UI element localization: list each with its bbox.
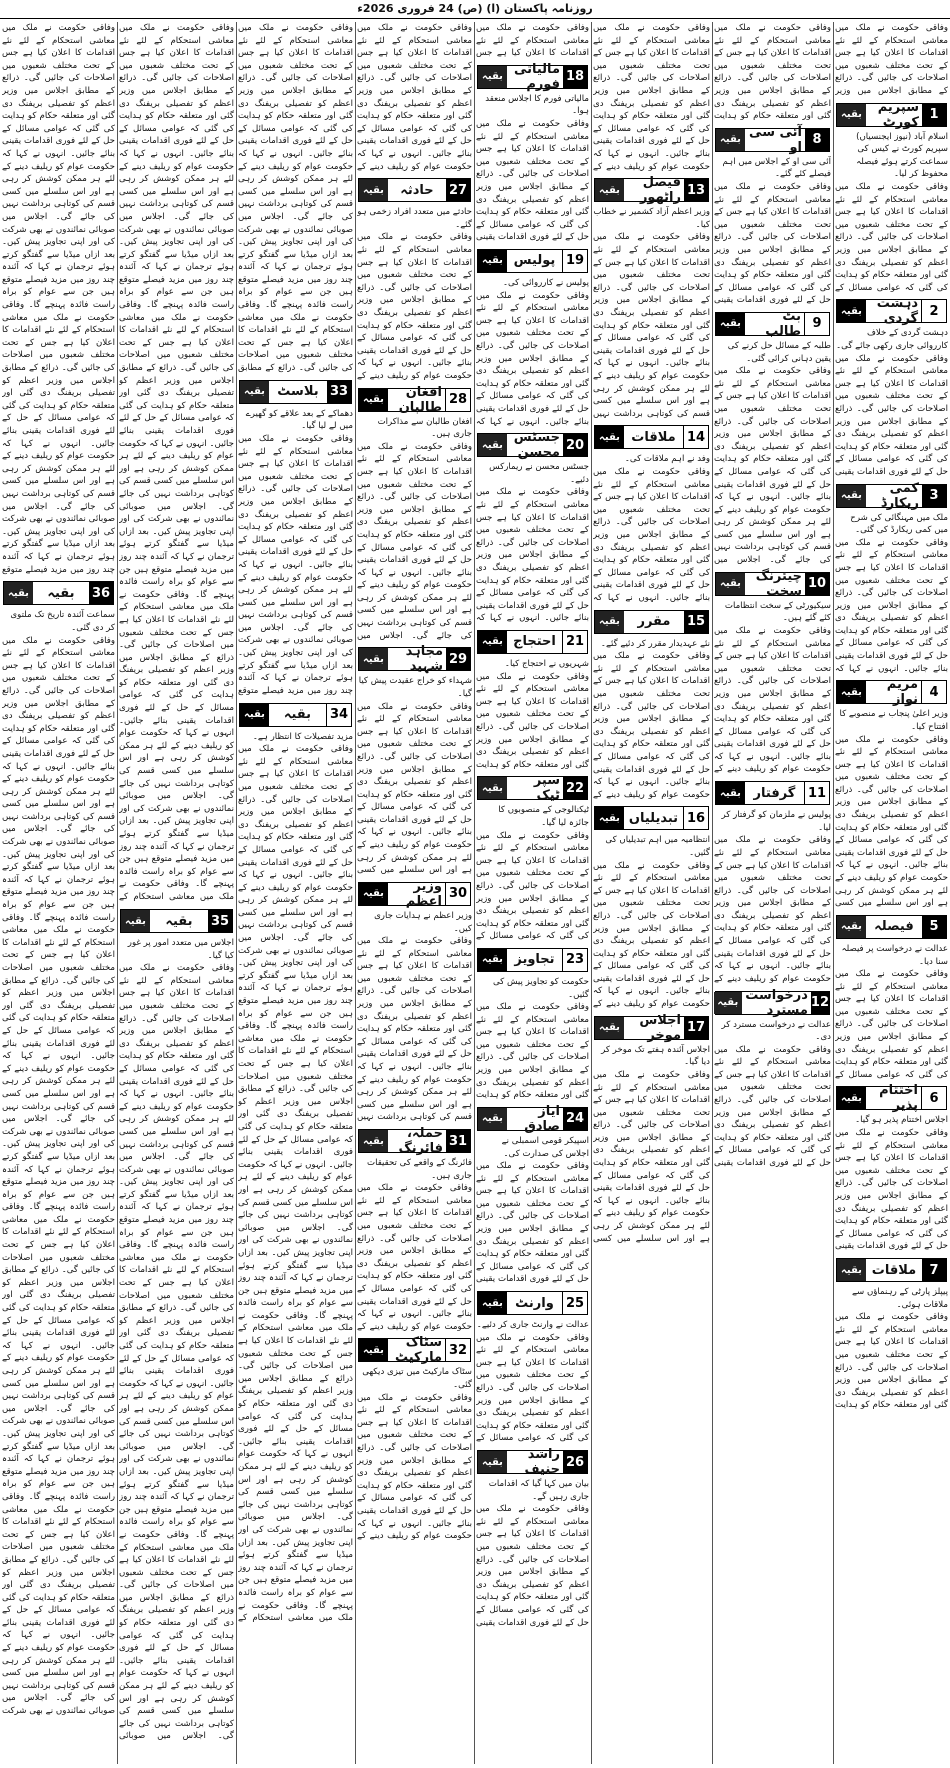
continuation-tag: بقیہ	[716, 129, 745, 151]
continuation-lead: شہریوں نے احتجاج کیا۔	[504, 658, 589, 669]
continuation-lead: سماعت آئندہ تاریخ تک ملتوی کر دی گئی۔	[10, 610, 115, 633]
continuation-title: مقرر	[637, 614, 671, 630]
continuation-number: 21	[562, 631, 587, 653]
article-text: وفاقی حکومت نے ملک میں معاشی استحکام کے لئے نئے اقدامات کا اعلان کیا ہے جس کے تحت مختلف شعبوں میں اصلاحات کی جائیں گی۔ ذرائع کے مطابق اجلاس میں وزیر اعظم کو تفصیلی بریفنگ دی گئی اور متعلقہ حکام کو ہدایت کی گئی کہ عوامی مسائل کے حل کے لئے فوری اقدامات یقینی بنائے جائیں۔ انہوں نے کہا کہ حکومت عوام کو ریلیف دینے کے لئے ہر ممکن کوشش کر رہی ہے اور اس سلسلے میں کسی قسم کی کوتاہی برداشت نہیں کی جائے گی۔ اجلاس میں	[357, 441, 472, 641]
continuation-number: 6	[921, 1087, 946, 1109]
continuation-lead: دھماکے کے بعد علاقے کو گھیرے میں لے لیا گیا۔	[245, 408, 353, 432]
continuation-lead: فائرنگ کے واقعے کی تحقیقات جاری ہیں۔	[366, 1158, 472, 1181]
continuation-lead: حادثے میں متعدد افراد زخمی ہو گئے۔	[357, 207, 472, 230]
continuation-lead: پولیس نے ملزمان کو گرفتار کر لیا۔	[721, 810, 831, 833]
continuation-lead: اجلاس آئندہ ہفتے تک موخر کر دیا گیا۔	[601, 1044, 710, 1068]
continuation-lead: بیان میں کہا گیا کہ اقدامات جاری رہیں گے۔	[488, 1479, 589, 1502]
continuation-lead: وفد نے اہم ملاقات کی۔	[624, 454, 710, 465]
article-text: وفاقی حکومت نے ملک میں معاشی استحکام کے لئے نئے اقدامات کا اعلان کیا ہے جس کے تحت مختلف شعبوں میں اصلاحات کی جائیں گی۔ ذرائع کے مطابق اجلاس میں وزیر اعظم کو تفصیلی بریفنگ دی گئی اور متعلقہ حکام کو ہدایت کی گئی کہ عوامی مسائل کے حل کے لئے فوری اقدامات یقینی بنائے جائیں۔ انہوں نے کہا کہ حکومت عوام کو ریلیف دینے کے	[593, 23, 710, 172]
continuation-tag: بقیہ	[716, 313, 745, 335]
continuation-number: 7	[922, 1259, 946, 1281]
continuation-number: 9	[804, 313, 829, 335]
article-text: وفاقی حکومت نے ملک میں معاشی استحکام کے لئے نئے اقدامات کا اعلان کیا ہے جس کے تحت مختلف شعبوں میں اصلاحات کی جائیں گی۔ ذرائع کے مطابق اجلاس میں وزیر اعظم کو تفصیلی بریفنگ دی گئی اور متعلقہ حکام کو ہدایت کی گئی کہ عوامی مسائل کے حل کے لئے فوری اقدامات یقینی بنائے جائیں۔ انہوں نے کہا کہ حکومت عوام کو ریلیف دینے کے	[714, 835, 831, 984]
continuation-box	[594, 425, 709, 449]
continuation-box	[594, 610, 709, 634]
continuation-tag: بقیہ	[359, 389, 388, 411]
article-text: وفاقی حکومت نے ملک میں معاشی استحکام کے لئے نئے اقدامات کا اعلان کیا ہے جس کے تحت مختلف شعبوں میں اصلاحات کی جائیں گی۔ ذرائع کے مطابق اجلاس میں وزیر اعظم کو تفصیلی بریفنگ دی گئی اور متعلقہ حکام کو ہدایت کی گئی کہ عوامی مسائل کے حل کے لئے فوری اقدامات یقینی بنائے جائیں۔ انہوں نے کہا کہ حکومت عوام کو ریلیف دینے کے لئے ہر ممکن کوشش کر رہی ہے اور اس سلسلے میں کسی قسم کی کوتاہی برداشت نہیں کی جائے گی۔ اجلاس میں صوبائی نمائندوں نے بھی شرکت کی اور اپنی تجاویز پیش کیں۔ بعد ازاں میڈیا سے گفتگو کرتے ہوئے ترجمان نے کہا کہ آئندہ چند روز میں مزید فیصلے متوقع	[238, 433, 353, 696]
continuation-title: آئی سی او	[749, 124, 802, 155]
continuation-tag: بقیہ	[837, 681, 866, 703]
continuation-lead: طلبہ کے مسائل حل کرنے کی یقین دہانی کرائی گئی۔	[727, 340, 831, 364]
continuation-title: حملہ، فائرنگ	[398, 1126, 443, 1157]
continuation-box	[477, 773, 588, 804]
column-rule	[355, 22, 356, 1764]
article-text: وفاقی حکومت نے ملک میں معاشی استحکام کے لئے نئے اقدامات کا اعلان کیا ہے جس کے تحت مختلف شعبوں میں اصلاحات کی جائیں گی۔ ذرائع کے مطابق اجلاس میں وزیر اعظم کو تفصیلی بریفنگ دی گئی اور متعلقہ حکام کو ہدایت کی گئی کہ عوامی مسائل کے حل کے لئے فوری اقدامات یقینی بنائے جائیں۔ انہوں نے کہا کہ حکومت عوام کو ریلیف دینے کے	[593, 651, 710, 800]
continuation-box	[358, 178, 471, 202]
continuation-box	[836, 1083, 947, 1114]
article-text: وفاقی حکومت نے ملک میں معاشی استحکام کے لئے نئے اقدامات کا اعلان کیا ہے جس کے تحت مختلف شعبوں میں اصلاحات کی جائیں گی۔ ذرائع کے مطابق اجلاس میں وزیر اعظم کو تفصیلی بریفنگ دی گئی اور متعلقہ حکام کو ہدایت کی گئی کہ عوامی مسائل کے حل کے لئے فوری اقدامات یقینی	[835, 353, 948, 477]
continuation-lead: اسپیکر قومی اسمبلی نے اجلاس کی صدارت کی۔	[501, 1135, 589, 1159]
continuation-title: سٹاک مارکیٹ	[394, 1335, 442, 1366]
continuation-number: 32	[445, 1339, 470, 1361]
continuation-box	[120, 909, 233, 933]
article-text: وفاقی حکومت نے ملک میں معاشی استحکام کے لئے نئے اقدامات کا اعلان کیا ہے جس کے تحت مختلف شعبوں میں اصلاحات کی جائیں گی۔ ذرائع کے مطابق اجلاس میں وزیر اعظم کو تفصیلی بریفنگ دی گئی اور متعلقہ حکام کو ہدایت کی گئی کہ عوامی مسائل کے حل کے لئے فوری اقدامات یقینی بنائے جائیں۔ انہوں نے کہا کہ حکومت عوام کو ریلیف دینے کے	[357, 1183, 472, 1332]
continuation-tag: بقیہ	[595, 426, 624, 448]
continuation-number: 5	[922, 916, 946, 938]
continuation-title: اجلاس موخر	[639, 1012, 681, 1043]
continuation-tag: بقیہ	[837, 1259, 866, 1281]
article-text: وفاقی حکومت نے ملک میں معاشی استحکام کے لئے نئے اقدامات کا اعلان کیا ہے جس کے تحت مختلف شعبوں میں اصلاحات کی جائیں گی۔ ذرائع کے مطابق اجلاس میں وزیر اعظم کو تفصیلی بریفنگ دی گئی اور متعلقہ حکام کو ہدایت کی گئی کہ عوامی مسائل کے	[476, 830, 589, 942]
continuation-number: 13	[684, 179, 708, 201]
continuation-title: تبدیلیاں	[628, 810, 679, 826]
article-text: وفاقی حکومت نے ملک میں معاشی استحکام کے لئے نئے اقدامات کا اعلان کیا ہے جس کے تحت مختلف شعبوں میں اصلاحات کی جائیں گی۔ ذرائع کے مطابق اجلاس میں وزیر اعظم کو تفصیلی بریفنگ دی گئی اور متعلقہ حکام کو ہدایت کی گئی کہ عوامی مسائل کے	[835, 969, 948, 1080]
continuation-tag: بقیہ	[478, 1292, 507, 1314]
continuation-box	[715, 124, 830, 155]
continuation-number: 1	[922, 104, 946, 126]
article-text: وفاقی حکومت نے ملک میں معاشی استحکام کے لئے نئے اقدامات کا اعلان کیا ہے جس کے تحت مختلف شعبوں میں اصلاحات کی جائیں گی۔ ذرائع کے مطابق اجلاس میں وزیر اعظم کو تفصیلی بریفنگ دی گئی اور متعلقہ حکام کو ہدایت کی گئی کہ عوامی مسائل کے حل کے لئے فوری اقدامات یقینی بنائے جائیں۔ انہوں نے کہا کہ	[476, 290, 589, 427]
continuation-box	[715, 308, 830, 339]
continuation-number: 35	[208, 910, 232, 932]
continuation-number: 8	[805, 129, 829, 151]
continuation-number: 27	[446, 179, 470, 201]
continuation-number: 24	[563, 1108, 587, 1130]
continuation-title: مریم نواز	[886, 677, 918, 708]
continuation-box	[477, 249, 588, 273]
continuation-tag: بقیہ	[837, 104, 866, 126]
continuation-box	[477, 1447, 588, 1478]
continuation-box	[358, 644, 471, 675]
continuation-number: 11	[804, 782, 829, 804]
continuation-tag: بقیہ	[837, 916, 866, 938]
continuation-lead: دہشت گردی کے خلاف کارروائی جاری رکھی جائے گی۔	[836, 328, 948, 351]
continuation-tag: بقیہ	[595, 179, 624, 201]
continuation-lead: شہداء کو خراج عقیدت پیش کیا گیا۔	[358, 676, 472, 699]
continuation-number: 4	[921, 681, 946, 703]
continuation-number: 10	[805, 573, 829, 595]
continuation-number: 30	[445, 883, 470, 905]
article-text: وفاقی حکومت نے ملک میں معاشی استحکام کے لئے نئے اقدامات کا اعلان کیا ہے جس کے تحت مختلف شعبوں میں اصلاحات کی جائیں گی۔ ذرائع کے مطابق اجلاس میں وزیر اعظم کو تفصیلی بریفنگ دی گئی اور متعلقہ حکام کو ہدایت	[835, 1312, 948, 1411]
continuation-number: 17	[684, 1017, 708, 1039]
continuation-tag: بقیہ	[359, 179, 388, 201]
article-text: وفاقی حکومت نے ملک میں معاشی استحکام کے لئے نئے اقدامات کا اعلان کیا ہے جس کے تحت مختلف شعبوں میں اصلاحات کی جائیں گی۔ ذرائع کے مطابق اجلاس میں وزیر اعظم کو تفصیلی بریفنگ دی گئی اور متعلقہ حکام کو ہدایت کی گئی کہ عوامی مسائل کے حل کے لئے فوری اقدامات یقینی بنائے جائیں۔ انہوں نے کہا کہ حکومت عوام کو ریلیف دینے کے لئے ہر ممکن کوشش کر رہی ہے اور اس سلسلے میں کسی	[357, 701, 472, 876]
continuation-title: تجاویز	[514, 952, 555, 968]
continuation-box	[594, 175, 709, 206]
continuation-title: حادثہ	[400, 182, 434, 198]
continuation-box	[239, 703, 352, 727]
article-text: وفاقی حکومت نے ملک میں معاشی استحکام کے لئے نئے اقدامات کا اعلان کیا ہے جس کے تحت مختلف شعبوں میں اصلاحات کی جائیں گی۔ ذرائع کے مطابق اجلاس میں وزیر اعظم کو تفصیلی بریفنگ دی گئی اور متعلقہ حکام کو ہدایت	[714, 23, 831, 122]
continuation-title: جسٹس محسن	[513, 430, 560, 461]
continuation-title: چیئرنگ سخت	[755, 568, 802, 599]
continuation-lead: حکومت کو تجاویز پیش کی گئیں۔	[492, 976, 589, 1000]
article-text: وفاقی حکومت نے ملک میں معاشی استحکام کے لئے نئے اقدامات کا اعلان کیا ہے جس کے تحت مختلف شعبوں میں اصلاحات کی جائیں گی۔ ذرائع کے مطابق اجلاس میں وزیر اعظم کو تفصیلی بریفنگ دی گئی اور متعلقہ حکام کو ہدایت کی گئی کہ عوامی مسائل کے حل کے لئے فوری اقدامات یقینی	[714, 1044, 831, 1169]
article-text: وفاقی حکومت نے ملک میں معاشی استحکام کے لئے نئے اقدامات کا اعلان کیا ہے جس کے تحت مختلف شعبوں میں اصلاحات کی جائیں گی۔ ذرائع کے مطابق اجلاس میں وزیر اعظم کو تفصیلی بریفنگ دی گئی اور متعلقہ حکام کو ہدایت	[476, 671, 589, 770]
article-text: وفاقی حکومت نے ملک میں معاشی استحکام کے لئے نئے اقدامات کا اعلان کیا ہے جس کے تحت مختلف شعبوں میں اصلاحات کی جائیں گی۔ ذرائع کے مطابق اجلاس میں وزیر اعظم کو تفصیلی بریفنگ دی گئی اور متعلقہ حکام کو ہدایت کی گئی کہ عوامی مسائل کے حل کے لئے فوری اقدامات یقینی بنائے جائیں۔ انہوں نے کہا کہ حکومت عوام کو ریلیف دینے کے لئے ہر ممکن کوشش کر رہی ہے اور اس سلسلے میں کسی قسم کی کوتاہی برداشت نہیں	[593, 232, 710, 419]
continuation-box	[477, 1103, 588, 1134]
column-1	[835, 22, 948, 1764]
continuation-box	[477, 61, 588, 92]
continuation-title: سپریم کورٹ	[877, 99, 919, 130]
continuation-title: گرفتار	[753, 785, 796, 801]
continuation-tag: بقیہ	[359, 883, 388, 905]
continuation-box	[3, 581, 114, 605]
continuation-lead: مالیاتی فورم کا اجلاس منعقد ہوا۔	[485, 93, 589, 117]
article-text: وفاقی حکومت نے ملک میں معاشی استحکام کے لئے نئے اقدامات کا اعلان کیا ہے جس کے تحت مختلف شعبوں میں اصلاحات کی جائیں گی۔ ذرائع کے مطابق اجلاس میں وزیر	[835, 23, 948, 96]
column-rule	[712, 22, 713, 1764]
continuation-lead: انتظامیہ میں اہم تبدیلیاں کی گئیں۔	[605, 835, 710, 858]
column-6	[238, 22, 353, 1764]
column-3	[593, 22, 710, 1764]
continuation-tag: بقیہ	[359, 648, 388, 670]
continuation-lead: پولیس نے کارروائی کی۔	[502, 277, 589, 288]
article-text: وفاقی حکومت نے ملک میں معاشی استحکام کے لئے نئے اقدامات کا اعلان کیا ہے جس کے تحت مختلف شعبوں میں اصلاحات کی جائیں گی۔ ذرائع کے مطابق اجلاس میں وزیر اعظم کو تفصیلی بریفنگ دی گئی اور متعلقہ حکام کو ہدایت کی گئی کہ عوامی مسائل کے حل کے لئے فوری اقدامات یقینی بنائے جائیں۔ انہوں نے کہا کہ	[593, 466, 710, 603]
continuation-box	[594, 806, 709, 830]
continuation-lead: عدالت نے درخواست پر فیصلہ سنا دیا۔	[841, 943, 948, 967]
article-text: وفاقی حکومت نے ملک میں معاشی استحکام کے لئے نئے اقدامات کا اعلان کیا ہے جس کے تحت مختلف شعبوں میں اصلاحات کی جائیں گی۔ ذرائع کے مطابق اجلاس میں وزیر اعظم کو تفصیلی بریفنگ دی گئی اور متعلقہ حکام کو ہدایت کی گئی کہ عوامی مسائل کے حل کے لئے فوری اقدامات یقینی	[476, 1161, 589, 1285]
continuation-title: افغان طالبان	[398, 384, 442, 415]
continuation-box	[239, 380, 352, 404]
continuation-lead: سیکیورٹی کے سخت انتظامات کئے گئے ہیں۔	[724, 600, 831, 624]
continuation-box	[836, 296, 947, 327]
continuation-title: ایاز صادق	[524, 1103, 560, 1134]
article-text: وفاقی حکومت نے ملک میں معاشی استحکام کے لئے نئے اقدامات کا اعلان کیا ہے جس کے تحت مختلف شعبوں میں اصلاحات کی جائیں گی۔ ذرائع کے مطابق اجلاس میں وزیر اعظم کو تفصیلی بریفنگ دی گئی اور متعلقہ حکام کو ہدایت کی گئی کہ عوامی مسائل کے حل کے لئے فوری اقدامات یقینی بنائے جائیں۔ انہوں نے کہا کہ حکومت عوام کو ریلیف دینے کے لئے ہر ممکن کوشش کر رہی ہے اور اس سلسلے میں کسی قسم کی کوتاہی برداشت نہیں کی جائے گی۔ اجلاس میں صوبائی نمائندوں نے بھی شرکت کی اور اپنی تجاویز پیش کیں۔ بعد ازاں میڈیا سے گفتگو کرتے ہوئے ترجمان نے کہا کہ آئندہ چند روز میں مزید فیصلے متوقع ہیں جن سے عوام کو براہ راست فائدہ پہنچے گا۔ وفاقی حکومت نے ملک میں معاشی استحکام کے لئے نئے اقدامات کا اعلان کیا ہے جس کے تحت مختلف شعبوں میں اصلاحات کی جائیں گی۔ ذرائع کے مطابق اجلاس میں وزیر اعظم کو تفصیلی بریفنگ دی گئی اور متعلقہ حکام کو ہدایت کی گئی کہ عوامی مسائل کے حل کے لئے فوری اقدامات یقینی بنائے جائیں۔ انہوں نے کہا کہ حکومت عوام کو ریلیف دینے کے لئے ہر ممکن کوشش کر رہی ہے اور اس سلسلے میں کسی قسم کی کوتاہی برداشت نہیں کی جائے گی۔ اجلاس میں صوبائی نمائندوں نے بھی شرکت کی اور اپنی تجاویز پیش کیں۔ بعد ازاں میڈیا سے گفتگو کرتے ہوئے ترجمان نے کہا کہ آئندہ چند روز میں مزید فیصلے متوقع ہیں جن سے عوام کو براہ راست فائدہ پہنچے گا۔ وفاقی حکومت نے ملک میں معاشی استحکام کے لئے نئے اقدامات کا اعلان کیا ہے جس کے تحت مختلف شعبوں میں اصلاحات کی جائیں گی۔ ذرائع کے مطابق اجلاس میں وزیر اعظم کو تفصیلی بریفنگ دی گئی اور متعلقہ حکام کو ہدایت کی گئی کہ عوامی مسائل کے حل کے لئے فوری اقدامات یقینی بنائے جائیں۔ انہوں نے کہا کہ حکومت عوام کو ریلیف دینے کے لئے ہر ممکن کوشش کر رہی ہے اور اس سلسلے میں کسی قسم کی کوتاہی برداشت نہیں کی جائے گی۔ اجلاس میں صوبائی نمائندوں نے بھی شرکت کی اور اپنی تجاویز پیش کیں۔ بعد ازاں میڈیا سے گفتگو کرتے ہوئے ترجمان نے کہا کہ آئندہ چند روز میں مزید فیصلے متوقع ہیں جن سے عوام کو براہ راست فائدہ پہنچے گا۔ وفاقی حکومت نے ملک میں معاشی استحکام کے	[238, 744, 353, 1624]
column-5	[357, 22, 472, 1764]
article-text: وفاقی حکومت نے ملک میں معاشی استحکام کے لئے نئے اقدامات کا اعلان کیا ہے جس کے تحت مختلف شعبوں میں اصلاحات کی جائیں گی۔ ذرائع کے مطابق اجلاس میں وزیر اعظم کو تفصیلی بریفنگ دی گئی اور متعلقہ حکام کو ہدایت کی گئی کہ عوامی مسائل کے حل کے لئے فوری اقدامات یقینی بنائے جائیں۔ انہوں نے کہا کہ حکومت عوام کو ریلیف دینے کے	[714, 625, 831, 775]
continuation-tag: بقیہ	[478, 250, 507, 272]
article-text: وفاقی حکومت نے ملک میں معاشی استحکام کے لئے نئے اقدامات کا اعلان کیا ہے جس کے تحت مختلف شعبوں میں اصلاحات کی جائیں گی۔ ذرائع کے مطابق اجلاس میں وزیر اعظم کو تفصیلی بریفنگ دی گئی اور متعلقہ حکام کو ہدایت کی گئی کہ عوامی مسائل کے حل کے لئے فوری اقدامات یقینی بنائے جائیں۔ انہوں نے کہا کہ حکومت عوام کو ریلیف دینے کے	[593, 860, 710, 1010]
continuation-number: 29	[446, 648, 470, 670]
article-text: وفاقی حکومت نے ملک میں معاشی استحکام کے لئے نئے اقدامات کا اعلان کیا ہے جس کے تحت مختلف شعبوں میں اصلاحات کی جائیں گی۔ ذرائع کے مطابق اجلاس میں وزیر اعظم کو تفصیلی بریفنگ دی گئی اور متعلقہ حکام کو ہدایت کی گئی کہ عوامی مسائل کے حل کے لئے فوری اقدامات یقینی بنائے جائیں۔ انہوں نے کہا کہ حکومت عوام کو ریلیف دینے کے لئے ہر ممکن کوشش کر رہی ہے اور اس سلسلے میں کسی	[835, 734, 948, 909]
continuation-tag: بقیہ	[478, 434, 507, 456]
column-7	[119, 22, 234, 1764]
article-text: وفاقی حکومت نے ملک میں معاشی استحکام کے لئے نئے اقدامات کا اعلان کیا ہے جس کے تحت مختلف شعبوں میں اصلاحات کی جائیں گی۔ ذرائع کے مطابق اجلاس میں وزیر اعظم کو تفصیلی بریفنگ دی گئی اور متعلقہ حکام کو ہدایت کی گئی کہ عوامی مسائل کے حل کے لئے فوری اقدامات یقینی بنائے جائیں۔ انہوں نے کہا کہ حکومت عوام کو ریلیف دینے کے لئے ہر ممکن کوشش کر رہی ہے اور اس سلسلے میں کسی قسم کی کوتاہی برداشت نہیں کی جائے گی۔ اجلاس میں صوبائی نمائندوں نے بھی شرکت کی اور اپنی تجاویز پیش کیں۔ بعد ازاں میڈیا سے گفتگو کرتے ہوئے ترجمان نے کہا کہ آئندہ چند روز میں مزید فیصلے متوقع ہیں جن سے عوام کو براہ راست فائدہ پہنچے گا۔ وفاقی حکومت نے ملک میں معاشی استحکام کے لئے نئے اقدامات کا اعلان کیا ہے جس کے تحت مختلف شعبوں میں اصلاحات کی جائیں گی۔ ذرائع کے مطابق اجلاس میں وزیر اعظم کو تفصیلی بریفنگ دی گئی اور متعلقہ حکام کو ہدایت کی گئی کہ عوامی مسائل کے حل کے لئے فوری اقدامات یقینی بنائے جائیں۔ انہوں نے کہا کہ حکومت عوام کو ریلیف دینے کے لئے ہر ممکن کوشش کر رہی ہے اور اس سلسلے میں کسی قسم کی کوتاہی برداشت نہیں کی جائے گی۔ اجلاس میں صوبائی نمائندوں نے بھی شرکت کی اور اپنی تجاویز پیش کیں۔ بعد ازاں میڈیا سے گفتگو کرتے ہوئے ترجمان نے کہا کہ آئندہ چند روز میں مزید فیصلے متوقع ہیں جن سے عوام کو براہ راست فائدہ پہنچے گا۔ وفاقی حکومت نے ملک میں معاشی استحکام کے لئے نئے اقدامات کا اعلان کیا ہے جس کے تحت مختلف شعبوں میں اصلاحات کی جائیں گی۔ ذرائع کے مطابق اجلاس میں وزیر اعظم کو تفصیلی بریفنگ دی گئی اور متعلقہ حکام کو ہدایت کی گئی کہ عوامی مسائل کے حل کے لئے فوری اقدامات یقینی بنائے جائیں۔ انہوں نے کہا کہ حکومت عوام کو ریلیف دینے کے لئے ہر ممکن کوشش کر رہی ہے اور اس سلسلے میں کسی قسم کی کوتاہی برداشت نہیں کی جائے گی۔ اجلاس میں صوبائی نمائندوں نے بھی شرکت کی اور اپنی تجاویز پیش کیں۔ بعد ازاں میڈیا سے گفتگو کرتے ہوئے ترجمان نے کہا کہ آئندہ چند روز میں مزید فیصلے متوقع ہیں جن سے عوام کو براہ راست فائدہ پہنچے گا۔ وفاقی حکومت نے ملک میں معاشی استحکام کے لئے نئے اقدامات کا اعلان کیا ہے جس کے تحت مختلف شعبوں میں اصلاحات کی جائیں گی۔ ذرائع کے مطابق اجلاس میں وزیر اعظم کو تفصیلی بریفنگ دی گئی اور متعلقہ حکام کو ہدایت کی گئی کہ عوامی مسائل کے حل کے لئے فوری اقدامات یقینی بنائے جائیں۔ انہوں نے کہا کہ حکومت عوام کو ریلیف دینے کے لئے ہر ممکن کوشش کر رہی ہے اور اس سلسلے میں کسی قسم کی کوتاہی برداشت نہیں کی جائے گی۔ اجلاس میں صوبائی نمائندوں نے بھی شرکت	[2, 635, 115, 1717]
continuation-box	[358, 1335, 471, 1366]
column-4	[476, 22, 589, 1764]
article-text: وفاقی حکومت نے ملک میں معاشی استحکام کے لئے نئے اقدامات کا اعلان کیا ہے جس کے تحت مختلف شعبوں میں اصلاحات کی جائیں گی۔ ذرائع کے مطابق اجلاس میں وزیر اعظم کو تفصیلی بریفنگ دی گئی اور متعلقہ حکام کو ہدایت کی گئی کہ عوامی مسائل کے حل کے لئے فوری اقدامات یقینی بنائے جائیں۔ انہوں نے کہا کہ حکومت عوام کو ریلیف دینے کے	[357, 232, 472, 381]
continuation-number: 3	[922, 485, 946, 507]
continuation-title: راشد حنیف	[524, 1447, 560, 1478]
continuation-tag: بقیہ	[595, 611, 624, 633]
continuation-title: احتجاج	[513, 634, 556, 650]
continuation-number: 12	[811, 992, 829, 1014]
article-text: وفاقی حکومت نے ملک میں معاشی استحکام کے لئے نئے اقدامات کا اعلان کیا ہے جس کے تحت مختلف شعبوں میں اصلاحات کی جائیں گی۔ ذرائع کے مطابق اجلاس میں وزیر اعظم کو تفصیلی بریفنگ دی گئی اور متعلقہ حکام کو ہدایت کی گئی کہ عوامی مسائل کے حل کے لئے فوری اقدامات یقینی	[835, 1128, 948, 1252]
continuation-number: 14	[683, 426, 708, 448]
article-text: وفاقی حکومت نے ملک میں معاشی استحکام کے لئے نئے اقدامات کا اعلان کیا ہے جس کے تحت مختلف شعبوں میں اصلاحات کی جائیں گی۔ ذرائع کے مطابق اجلاس میں وزیر اعظم کو تفصیلی بریفنگ دی گئی اور متعلقہ حکام کو ہدایت	[476, 1002, 589, 1101]
continuation-box	[477, 630, 588, 654]
continuation-tag: بقیہ	[837, 1087, 866, 1109]
continuation-box	[358, 384, 471, 415]
continuation-box	[715, 568, 830, 599]
continuation-box	[836, 99, 947, 130]
continuation-tag: بقیہ	[478, 777, 507, 799]
continuation-tag: بقیہ	[716, 782, 745, 804]
continuation-box	[836, 480, 947, 511]
continuation-number: 19	[562, 250, 587, 272]
continuation-title: بلاسٹ	[277, 384, 319, 400]
column-rule	[474, 22, 475, 1764]
continuation-title: ملاقات	[631, 429, 676, 445]
continuation-number: 31	[446, 1130, 470, 1152]
continuation-number: 16	[683, 807, 708, 829]
article-text: وفاقی حکومت نے ملک میں معاشی استحکام کے لئے نئے اقدامات کا اعلان کیا ہے جس کے تحت مختلف شعبوں میں اصلاحات کی جائیں گی۔ ذرائع کے مطابق اجلاس میں وزیر اعظم کو تفصیلی بریفنگ دی گئی اور متعلقہ حکام کو ہدایت کی گئی کہ عوامی مسائل کے حل کے لئے فوری اقدامات یقینی بنائے جائیں۔ انہوں نے کہا کہ حکومت عوام کو ریلیف دینے کے لئے ہر ممکن کوشش کر رہی ہے اور اس سلسلے میں کسی قسم کی کوتاہی برداشت نہیں کی جائے گی۔ اجلاس میں	[714, 366, 831, 566]
continuation-title: بقیہ	[47, 585, 75, 601]
continuation-tag: بقیہ	[359, 1130, 388, 1152]
continuation-title: مجاہد شہید	[405, 644, 443, 675]
masthead: روزنامہ پاکستان (ا) (ص) 24 فروری 2026ء	[0, 0, 950, 19]
column-rule	[236, 22, 237, 1764]
article-text: وفاقی حکومت نے ملک میں معاشی استحکام کے لئے نئے اقدامات کا اعلان کیا ہے جس کے تحت مختلف شعبوں میں اصلاحات کی جائیں گی۔ ذرائع کے مطابق اجلاس میں وزیر اعظم کو تفصیلی بریفنگ دی گئی اور متعلقہ حکام کو ہدایت کی گئی کہ عوامی مسائل کے حل کے لئے فوری اقدامات یقینی بنائے جائیں۔ انہوں نے کہا کہ حکومت عوام کو ریلیف دینے کے لئے ہر ممکن کوشش کر رہی ہے اور اس سلسلے میں کسی قسم کی کوتاہی برداشت نہیں کی جائے گی۔ اجلاس میں صوبائی نمائندوں نے بھی شرکت کی اور اپنی تجاویز پیش کیں۔ بعد ازاں میڈیا سے گفتگو کرتے ہوئے ترجمان نے کہا کہ آئندہ چند روز میں مزید فیصلے متوقع ہیں جن سے عوام کو براہ راست فائدہ پہنچے گا۔ وفاقی حکومت نے ملک میں معاشی استحکام کے لئے نئے اقدامات کا اعلان کیا ہے جس کے تحت مختلف شعبوں میں اصلاحات کی جائیں گی۔ ذرائع کے مطابق اجلاس میں وزیر اعظم کو تفصیلی بریفنگ دی گئی اور متعلقہ حکام کو ہدایت کی گئی کہ عوامی مسائل کے حل کے لئے فوری اقدامات یقینی بنائے جائیں۔ انہوں نے کہا کہ حکومت عوام کو ریلیف دینے کے لئے ہر ممکن کوشش کر رہی ہے اور اس سلسلے میں کسی قسم کی کوتاہی برداشت نہیں کی جائے گی۔ اجلاس میں صوبائی نمائندوں نے بھی شرکت کی اور اپنی تجاویز پیش کیں۔ بعد ازاں میڈیا سے گفتگو کرتے ہوئے ترجمان نے کہا کہ آئندہ چند روز میں مزید فیصلے متوقع ہیں جن سے عوام کو براہ راست فائدہ پہنچے گا۔ وفاقی حکومت نے ملک میں معاشی استحکام کے لئے نئے اقدامات کا اعلان کیا ہے جس کے تحت مختلف شعبوں میں اصلاحات کی جائیں گی۔ ذرائع کے مطابق اجلاس میں وزیر اعظم کو تفصیلی بریفنگ دی گئی اور متعلقہ حکام کو ہدایت کی گئی کہ عوامی مسائل کے حل کے لئے فوری اقدامات یقینی بنائے جائیں۔ انہوں نے کہا کہ حکومت عوام کو ریلیف دینے کے لئے ہر ممکن کوشش کر رہی ہے اور اس سلسلے میں کسی قسم کی کوتاہی برداشت نہیں کی جائے گی۔ اجلاس میں صوبائی نمائندوں نے بھی شرکت کی اور اپنی تجاویز پیش کیں۔ بعد ازاں میڈیا سے گفتگو کرتے ہوئے ترجمان نے کہا کہ آئندہ چند روز میں مزید فیصلے متوقع ہیں جن سے عوام کو براہ راست فائدہ پہنچے گا۔ وفاقی حکومت نے ملک میں معاشی استحکام کے	[119, 23, 234, 902]
continuation-lead: ٹیکنالوجی کے منصوبوں کا جائزہ لیا گیا۔	[498, 805, 589, 828]
continuation-number: 15	[684, 611, 708, 633]
continuation-tag: بقیہ	[240, 381, 269, 403]
continuation-number: 25	[562, 1292, 587, 1314]
continuation-title: فیصلہ	[874, 919, 914, 935]
continuation-title: کمی ریکارڈ	[880, 480, 919, 511]
continuation-lead: نئے عہدیدار مقرر کر دئیے گئے۔	[600, 638, 710, 649]
continuation-lead: وزیر اعلیٰ پنجاب نے منصوبے کا افتتاح کیا۔	[839, 709, 948, 732]
continuation-tag: بقیہ	[478, 1451, 507, 1473]
continuation-lead: سٹاک مارکیٹ میں تیزی دیکھی گئی۔	[362, 1367, 472, 1391]
continuation-box	[836, 915, 947, 939]
article-text: وفاقی حکومت نے ملک میں معاشی استحکام کے لئے نئے اقدامات کا اعلان کیا ہے جس کے تحت مختلف شعبوں میں اصلاحات کی جائیں گی۔ ذرائع کے مطابق اجلاس میں وزیر اعظم کو تفصیلی بریفنگ دی گئی اور متعلقہ حکام کو ہدایت کی گئی کہ عوامی مسائل کے حل کے لئے فوری اقدامات یقینی بنائے جائیں۔ انہوں نے کہا کہ حکومت عوام کو ریلیف دینے کے لئے ہر ممکن کوشش کر رہی ہے اور اس سلسلے میں کسی قسم کی کوتاہی برداشت نہیں کی جائے گی۔ اجلاس میں صوبائی نمائندوں نے بھی شرکت کی اور اپنی تجاویز پیش کیں۔ بعد ازاں میڈیا سے گفتگو کرتے ہوئے ترجمان نے کہا کہ آئندہ چند روز میں مزید فیصلے متوقع ہیں جن سے عوام کو براہ راست فائدہ پہنچے گا۔ وفاقی حکومت نے ملک میں معاشی استحکام کے لئے نئے اقدامات کا اعلان کیا ہے جس کے تحت مختلف شعبوں میں اصلاحات کی جائیں گی۔ ذرائع کے مطابق اجلاس میں وزیر اعظم کو تفصیلی بریفنگ دی گئی اور متعلقہ حکام کو ہدایت کی گئی کہ عوامی مسائل کے حل کے لئے فوری اقدامات یقینی بنائے جائیں۔ انہوں نے کہا کہ حکومت عوام کو ریلیف دینے کے لئے ہر ممکن کوشش کر رہی ہے اور اس سلسلے میں کسی قسم کی کوتاہی برداشت نہیں کی جائے گی۔ اجلاس میں صوبائی نمائندوں نے بھی شرکت کی اور اپنی تجاویز پیش کیں۔ بعد ازاں میڈیا سے گفتگو کرتے ہوئے ترجمان نے کہا کہ آئندہ چند روز میں مزید فیصلے متوقع ہیں جن سے عوام کو براہ راست فائدہ پہنچے گا۔ وفاقی حکومت نے ملک میں معاشی استحکام کے لئے نئے اقدامات کا اعلان کیا ہے جس کے تحت مختلف شعبوں میں اصلاحات کی جائیں گی۔ ذرائع کے مطابق اجلاس میں وزیر اعظم کو تفصیلی بریفنگ دی گئی اور متعلقہ حکام کو ہدایت کی گئی کہ عوامی مسائل کے حل کے لئے فوری اقدامات یقینی بنائے جائیں۔ انہوں نے کہا کہ حکومت عوام کو ریلیف دینے کے لئے ہر ممکن کوشش کر رہی ہے اور اس سلسلے میں کسی قسم کی کوتاہی برداشت نہیں کی جائے گی۔ اجلاس میں صوبائی	[119, 963, 234, 1742]
continuation-number: 22	[563, 777, 587, 799]
continuation-number: 18	[563, 66, 587, 88]
continuation-number: 28	[445, 389, 470, 411]
continuation-lead: آئی سی او کے اجلاس میں اہم فیصلے کئے گئے۔	[722, 156, 831, 180]
article-text: وفاقی حکومت نے ملک میں معاشی استحکام کے لئے نئے اقدامات کا اعلان کیا ہے جس کے تحت مختلف شعبوں میں اصلاحات کی جائیں گی۔ ذرائع کے مطابق اجلاس میں وزیر اعظم کو تفصیلی بریفنگ دی گئی اور متعلقہ حکام کو ہدایت کی گئی کہ عوامی مسائل کے حل کے لئے فوری اقدامات یقینی	[476, 118, 589, 243]
continuation-lead: عدالت نے وارنٹ جاری کر دئیے۔	[476, 1320, 589, 1331]
column-rule	[833, 22, 834, 1764]
continuation-tag: بقیہ	[716, 573, 745, 595]
continuation-title: ملاقات	[871, 1262, 917, 1278]
continuation-title: بقیہ	[165, 913, 193, 929]
continuation-lead: وزیر اعظم نے ہدایات جاری کیں۔	[374, 910, 472, 934]
continuation-tag: بقیہ	[4, 582, 33, 604]
continuation-title: پولیس	[513, 253, 556, 269]
column-rule	[591, 22, 592, 1764]
continuation-number: 33	[327, 381, 351, 403]
continuation-tag: بقیہ	[478, 66, 507, 88]
article-text: وفاقی حکومت نے ملک میں معاشی استحکام کے لئے نئے اقدامات کا اعلان کیا ہے جس کے تحت مختلف شعبوں میں اصلاحات کی جائیں گی۔ ذرائع کے مطابق اجلاس میں وزیر اعظم کو تفصیلی بریفنگ دی گئی اور متعلقہ حکام کو ہدایت کی گئی کہ عوامی مسائل کے حل کے لئے فوری اقدامات یقینی بنائے جائیں۔ انہوں نے کہا کہ حکومت عوام کو ریلیف دینے کے لئے ہر ممکن کوشش کر رہی ہے اور اس سلسلے میں کسی	[593, 1069, 710, 1244]
continuation-box	[594, 1012, 709, 1043]
continuation-box	[358, 1126, 471, 1157]
continuation-title: بٹ طالب	[765, 308, 801, 339]
column-rule	[117, 22, 118, 1764]
continuation-tag: بقیہ	[240, 704, 269, 726]
continuation-title: وزیر اعظم	[405, 878, 442, 909]
article-text: وفاقی حکومت نے ملک میں معاشی استحکام کے لئے نئے اقدامات کا اعلان کیا ہے جس کے تحت مختلف شعبوں میں اصلاحات کی جائیں گی۔ ذرائع کے مطابق اجلاس میں وزیر اعظم کو تفصیلی بریفنگ دی گئی اور متعلقہ حکام کو ہدایت کی گئی کہ عوامی مسائل کے حل کے لئے فوری اقدامات یقینی بنائے جائیں۔ انہوں نے کہا کہ حکومت عوام کو ریلیف دینے کے	[357, 23, 472, 172]
continuation-tag: بقیہ	[595, 807, 624, 829]
continuation-lead: جسٹس محسن نے ریمارکس دئیے۔	[489, 462, 589, 485]
continuation-tag: بقیہ	[478, 949, 507, 971]
continuation-tag: بقیہ	[478, 1108, 507, 1130]
continuation-title: مالیاتی فورم	[513, 61, 560, 92]
article-text: وفاقی حکومت نے ملک میں معاشی استحکام کے لئے نئے اقدامات کا اعلان کیا ہے جس کے تحت مختلف شعبوں میں اصلاحات کی جائیں گی۔ ذرائع کے مطابق اجلاس میں وزیر اعظم کو تفصیلی بریفنگ دی گئی اور متعلقہ حکام کو ہدایت کی گئی کہ عوامی مسائل کے حل کے لئے فوری اقدامات یقینی بنائے جائیں۔ انہوں نے کہا کہ حکومت عوام کو ریلیف دینے کے لئے ہر ممکن کوشش کر رہی ہے اور اس سلسلے میں کسی قسم کی کوتاہی برداشت نہیں کی جائے گی۔ اجلاس میں صوبائی نمائندوں نے بھی شرکت کی اور اپنی تجاویز پیش کیں۔ بعد ازاں میڈیا سے گفتگو کرتے ہوئے ترجمان نے کہا کہ آئندہ چند روز میں مزید فیصلے متوقع ہیں جن سے عوام کو براہ راست فائدہ پہنچے گا۔ وفاقی حکومت نے ملک میں معاشی استحکام کے لئے نئے اقدامات کا اعلان کیا ہے جس کے تحت مختلف شعبوں میں اصلاحات کی جائیں گی۔ ذرائع کے مطابق	[238, 23, 353, 374]
continuation-tag: بقیہ	[478, 631, 507, 653]
continuation-lead: عدالت نے درخواست مسترد کر دی۔	[721, 1019, 831, 1043]
continuation-title: اختتام پذیر	[879, 1083, 918, 1114]
continuation-box	[836, 1258, 947, 1282]
article-text: وفاقی حکومت نے ملک میں معاشی استحکام کے لئے نئے اقدامات کا اعلان کیا ہے جس کے تحت مختلف شعبوں میں اصلاحات کی جائیں گی۔ ذرائع کے مطابق اجلاس میں وزیر اعظم کو تفصیلی بریفنگ دی گئی اور متعلقہ حکام کو ہدایت کی گئی کہ عوامی مسائل کے	[476, 1332, 589, 1444]
continuation-tag: بقیہ	[595, 1017, 624, 1039]
article-text: وفاقی حکومت نے ملک میں معاشی استحکام کے لئے نئے اقدامات کا اعلان کیا ہے جس کے تحت مختلف شعبوں میں اصلاحات کی جائیں گی۔ ذرائع کے مطابق اجلاس میں وزیر اعظم کو تفصیلی بریفنگ دی گئی اور متعلقہ حکام کو ہدایت کی گئی کہ عوامی مسائل کے حل کے لئے فوری اقدامات یقینی بنائے جائیں۔ انہوں نے کہا کہ حکومت عوام کو ریلیف دینے کے لئے ہر ممکن کوشش کر رہی ہے اور اس سلسلے میں کسی قسم کی کوتاہی برداشت نہیں	[357, 936, 472, 1123]
continuation-number: 20	[563, 434, 587, 456]
continuation-box	[836, 677, 947, 708]
continuation-title: درخواست مسترد	[745, 987, 808, 1018]
continuation-title: بقیہ	[283, 707, 312, 723]
continuation-tag: بقیہ	[121, 910, 150, 932]
continuation-number: 36	[89, 582, 113, 604]
article-text: وفاقی حکومت نے ملک میں معاشی استحکام کے لئے نئے اقدامات کا اعلان کیا ہے جس کے تحت مختلف شعبوں میں اصلاحات کی جائیں گی۔ ذرائع کے مطابق اجلاس میں وزیر اعظم کو تفصیلی بریفنگ دی گئی اور متعلقہ حکام کو ہدایت کی گئی کہ عوامی مسائل کے حل کے لئے فوری اقدامات یقینی	[714, 181, 831, 306]
continuation-lead: افغان طالبان سے مذاکرات جاری ہیں۔	[377, 416, 472, 440]
continuation-tag: بقیہ	[837, 485, 866, 507]
continuation-lead: ملک میں مہنگائی کی شرح میں کمی ریکارڈ کی گئی۔	[850, 512, 948, 536]
continuation-box	[477, 430, 588, 461]
column-2	[714, 22, 831, 1764]
continuation-tag: بقیہ	[837, 300, 866, 322]
article-text: وفاقی حکومت نے ملک میں معاشی استحکام کے لئے نئے اقدامات کا اعلان کیا ہے جس کے تحت مختلف شعبوں میں اصلاحات کی جائیں گی۔ ذرائع کے مطابق اجلاس میں وزیر اعظم کو تفصیلی بریفنگ دی گئی اور متعلقہ حکام کو ہدایت کی گئی کہ عوامی مسائل کے حل کے لئے فوری اقدامات یقینی	[476, 1504, 589, 1628]
continuation-number: 2	[921, 300, 946, 322]
continuation-number: 23	[562, 949, 587, 971]
continuation-lead: اجلاس میں متعدد امور پر غور کیا گیا۔	[127, 938, 234, 961]
continuation-tag: بقیہ	[359, 1339, 388, 1361]
continuation-title: وارنٹ	[515, 1295, 554, 1311]
continuation-tag: بقیہ	[714, 992, 742, 1014]
article-text: وفاقی حکومت نے ملک میں معاشی استحکام کے لئے نئے اقدامات کا اعلان کیا ہے جس کے تحت مختلف شعبوں میں اصلاحات کی جائیں گی۔ ذرائع کے مطابق اجلاس میں وزیر اعظم کو تفصیلی بریفنگ دی گئی اور متعلقہ حکام کو ہدایت کی گئی کہ عوامی مسائل کے حل کے لئے فوری اقدامات یقینی بنائے جائیں۔ انہوں نے کہا کہ	[476, 487, 589, 624]
continuation-box	[477, 948, 588, 972]
continuation-lead: وزیر اعظم آزاد کشمیر نے خطاب کیا۔	[593, 207, 710, 230]
article-text: وفاقی حکومت نے ملک میں معاشی استحکام کے لئے نئے اقدامات کا اعلان کیا ہے جس کے تحت مختلف شعبوں میں اصلاحات کی جائیں گی۔ ذرائع کے مطابق اجلاس میں وزیر اعظم کو تفصیلی بریفنگ دی گئی اور متعلقہ حکام کو ہدایت کی گئی کہ عوامی مسائل کے حل کے لئے فوری اقدامات یقینی بنائے جائیں۔ انہوں نے کہا کہ حکومت عوام کو ریلیف دینے کے لئے ہر ممکن کوشش کر رہی ہے اور اس سلسلے میں کسی قسم کی کوتاہی برداشت نہیں کی جائے گی۔ اجلاس میں صوبائی نمائندوں نے بھی شرکت کی اور اپنی تجاویز پیش کیں۔ بعد ازاں میڈیا سے گفتگو کرتے ہوئے ترجمان نے کہا کہ آئندہ چند روز میں مزید فیصلے متوقع ہیں جن سے عوام کو براہ راست فائدہ پہنچے گا۔ وفاقی حکومت نے ملک میں معاشی استحکام کے لئے نئے اقدامات کا اعلان کیا ہے جس کے تحت مختلف شعبوں میں اصلاحات کی جائیں گی۔ ذرائع کے مطابق اجلاس میں وزیر اعظم کو تفصیلی بریفنگ دی گئی اور متعلقہ حکام کو ہدایت کی گئی کہ عوامی مسائل کے حل کے لئے فوری اقدامات یقینی بنائے جائیں۔ انہوں نے کہا کہ حکومت عوام کو ریلیف دینے کے لئے ہر ممکن کوشش کر رہی ہے اور اس سلسلے میں کسی قسم کی کوتاہی برداشت نہیں کی جائے گی۔ اجلاس میں صوبائی نمائندوں نے بھی شرکت کی اور اپنی تجاویز پیش کیں۔ بعد ازاں میڈیا سے گفتگو کرتے ہوئے ترجمان نے کہا کہ آئندہ چند روز میں مزید فیصلے متوقع	[2, 23, 115, 575]
continuation-number: 34	[326, 704, 351, 726]
column-8	[2, 22, 115, 1764]
continuation-box	[715, 781, 830, 805]
continuation-lead: مزید تفصیلات کا انتظار ہے۔	[252, 731, 353, 742]
continuation-box	[358, 878, 471, 909]
continuation-title: فیصل راٹھور	[639, 175, 681, 206]
continuation-box	[715, 987, 830, 1018]
article-text: وفاقی حکومت نے ملک میں معاشی استحکام کے لئے نئے اقدامات کا اعلان کیا ہے جس کے تحت مختلف شعبوں میں اصلاحات کی جائیں گی۔ ذرائع کے مطابق اجلاس میں وزیر اعظم کو تفصیلی بریفنگ دی گئی اور متعلقہ حکام کو ہدایت کی گئی کہ عوامی مسائل کے	[835, 181, 948, 293]
continuation-number: 26	[563, 1451, 587, 1473]
article-text: وفاقی حکومت نے ملک میں معاشی استحکام کے لئے نئے اقدامات کا اعلان کیا ہے جس	[476, 23, 589, 59]
continuation-title: سپر ٹیک	[533, 773, 560, 804]
continuation-lead: اسلام آباد (نیوز ایجنسیاں) سپریم کورٹ نے کیس کی سماعت کرتے ہوئے فیصلہ محفوظ کر لیا۔	[856, 131, 948, 180]
article-text: وفاقی حکومت نے ملک میں معاشی استحکام کے لئے نئے اقدامات کا اعلان کیا ہے جس کے تحت مختلف شعبوں میں اصلاحات کی جائیں گی۔ ذرائع کے مطابق اجلاس میں وزیر اعظم کو تفصیلی بریفنگ دی گئی اور متعلقہ حکام کو ہدایت کی گئی کہ عوامی مسائل کے حل کے لئے فوری اقدامات یقینی بنائے جائیں۔ انہوں نے کہا کہ حکومت عوام کو ریلیف دینے کے	[357, 1392, 472, 1542]
continuation-lead: اجلاس اختتام پذیر ہو گیا۔	[855, 1115, 948, 1126]
article-text: وفاقی حکومت نے ملک میں معاشی استحکام کے لئے نئے اقدامات کا اعلان کیا ہے جس کے تحت مختلف شعبوں میں اصلاحات کی جائیں گی۔ ذرائع کے مطابق اجلاس میں وزیر اعظم کو تفصیلی بریفنگ دی گئی اور متعلقہ حکام کو ہدایت کی گئی کہ عوامی مسائل کے حل کے لئے فوری اقدامات یقینی بنائے جائیں۔ انہوں نے کہا کہ	[835, 537, 948, 674]
continuation-title: دہشت گردی	[876, 296, 918, 327]
continuation-lead: پیپلز پارٹی کے رہنماؤں سے ملاقات ہوئی۔	[852, 1287, 948, 1310]
continuation-box	[477, 1291, 588, 1315]
